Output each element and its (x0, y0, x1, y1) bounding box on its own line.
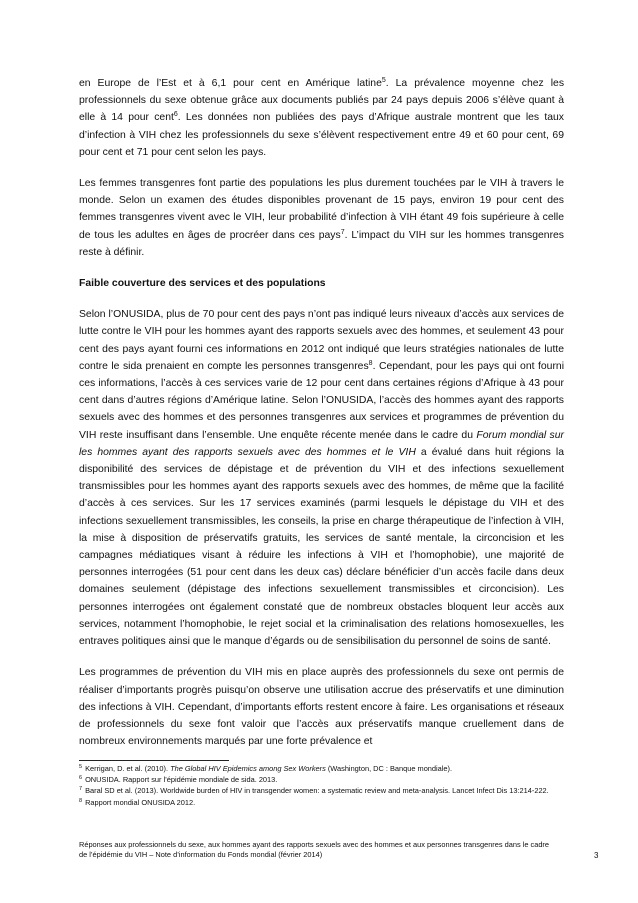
text-run: (Washington, DC : Banque mondiale). (325, 764, 453, 773)
footnote-5 (79, 764, 569, 774)
text-run: Les programmes de prévention du VIH mis en place auprès des professionnels du sexe ont permis de réaliser d’importants progrès puisqu’on observe une utilisation accrue des préservatifs et une diminution des infections à VIH. Cependant, d’importants efforts restent encore à faire. Les organisations et réseaux de professionnels du sexe font valoir que l’accès aux préservatifs manque cruellement dans de nombreux environnements marqués par une forte prévalence et (79, 667, 564, 748)
footnote-ref: 8 (79, 797, 83, 804)
footnote-ref: 7 (79, 786, 83, 793)
italic-title: Forum mondial sur les hommes ayant des rapports sexuels avec des hommes et le VIH (79, 429, 564, 458)
text-run: Les femmes transgenres font partie des populations les plus durement touchées par le VIH à travers le monde. Selon un examen des études disponibles provenant de 15 pays, environ 19 pour cent des femmes transgenres vivent avec le VIH, leur probabilité d’infection à VIH étant 49 fois supérieure à celle de tous les adultes en âges de procréer dans ces pays (79, 178, 564, 241)
footnote-ref: 5 (79, 764, 83, 770)
text-run: Kerrigan, D. et al. (2010). (85, 764, 171, 773)
footnote-separator (79, 760, 229, 761)
text-run: . L’impact du VIH sur les hommes transgenres reste à définir. (79, 229, 564, 258)
footnote-8 (79, 798, 569, 808)
footnote-ref: 8 (368, 359, 373, 367)
text-run: . La prévalence moyenne chez les professionnels du sexe obtenue grâce aux documents publiés par 24 pays depuis 2006 s’élève quant à elle à 14 pour cent (79, 78, 565, 124)
footnote-ref: 5 (381, 77, 386, 84)
text-run: Selon l’ONUSIDA, plus de 70 pour cent des pays n’ont pas indiqué leurs niveaux d’accès aux services de lutte contre le VIH pour les hommes ayant des rapports sexuels avec des hommes, et seulement 43 pour cent des pays ayant fourni ces informations en 2012 ont indiqué que leurs stratégies nationales de lutte contre le sida prenaient en compte les personnes transgenres (79, 309, 564, 372)
text-run: ONUSIDA. Rapport sur l’épidémie mondiale de sida. 2013. (85, 775, 278, 785)
text-run: Baral SD et al. (2013). Worldwide burden of HIV in transgender women: a systematic review and meta-analysis. Lancet Infect Dis 13:214-222. (85, 786, 549, 796)
footnote-ref: 6 (79, 775, 83, 782)
footnote-ref: 6 (173, 111, 178, 119)
footnote-7 (79, 786, 569, 796)
text-run: . Les données non publiées des pays d’Afrique australe montrent que les taux d’infection à VIH chez les professionnels du sexe s’élèvent respectivement entre 49 et 60 pour cent, 69 pour cent et 71 pour cent selon les pays. (79, 112, 564, 158)
page-number: 3 (594, 851, 599, 860)
text-run: a évalué dans huit régions la disponibilité des services de dépistage et de prévention du VIH et des infections sexuellement transmissibles pour les hommes ayant des rapports sexuels avec des hommes, de même que la facilité d’accès à ces services. Sur les 17 services examinés (parmi lesquels le dépistage du VIH et des infections sexuellement transmissibles, les conseils, la prise en charge thérapeutique de l’infection à VIH, la mise à disposition de préservatifs gratuits, les services de santé mentale, la circoncision et les campagnes médiatiques visant à réduire les infections à VIH et l’homophobie), une majorité de personnes interrogées (51 pour cent dans les deux cas) déclare bénéficier d’un accès facile dans deux domaines seulement (dépistage des infections sexuellement transmissibles et circoncision). Les personnes interrogées ont également constaté que de nombreux obstacles bloquent leur accès aux services, notamment l’homophobie, le rejet social et la criminalisation des relations homosexuelles, les entraves politiques ainsi que le manque d’égards ou de sensibilisation du personnel de soins de santé. (79, 446, 564, 648)
text-run: . Cependant, pour les pays qui ont fourni ces informations, l’accès à ces services varie de 12 pour cent dans certaines régions d’Afrique à 43 pour cent dans d’autres régions d’Amérique latine. Selon l’ONUSIDA, l’accès des hommes ayant des rapports sexuels avec des hommes et des personnes transgenres aux services et programmes de prévention du VIH reste insuffisant dans l’ensemble. Une enquête récente menée dans le cadre du (79, 360, 564, 441)
paragraph-1 (79, 75, 564, 161)
text-run: Rapport mondial ONUSIDA 2012. (85, 797, 196, 807)
section-heading: Faible couverture des services et des populations (79, 278, 326, 290)
footnotes (79, 764, 569, 809)
paragraph-3 (79, 306, 564, 650)
footnote-6 (79, 775, 569, 785)
body-text (79, 75, 564, 764)
page-footer: Réponses aux professionnels du sexe, aux hommes ayant des rapports sexuels avec des hommes et aux personnes transgenres dans le cadre de l’épidémie du VIH – Note d’information du Fonds mondial (février 2014) (79, 840, 549, 859)
paragraph-2 (79, 175, 564, 261)
footnote-ref: 7 (340, 228, 345, 236)
italic-title: The Global HIV Epidemics among Sex Workers (170, 764, 326, 773)
text-run: en Europe de l’Est et à 6,1 pour cent en Amérique latine (79, 78, 382, 89)
paragraph-4 (79, 664, 564, 750)
